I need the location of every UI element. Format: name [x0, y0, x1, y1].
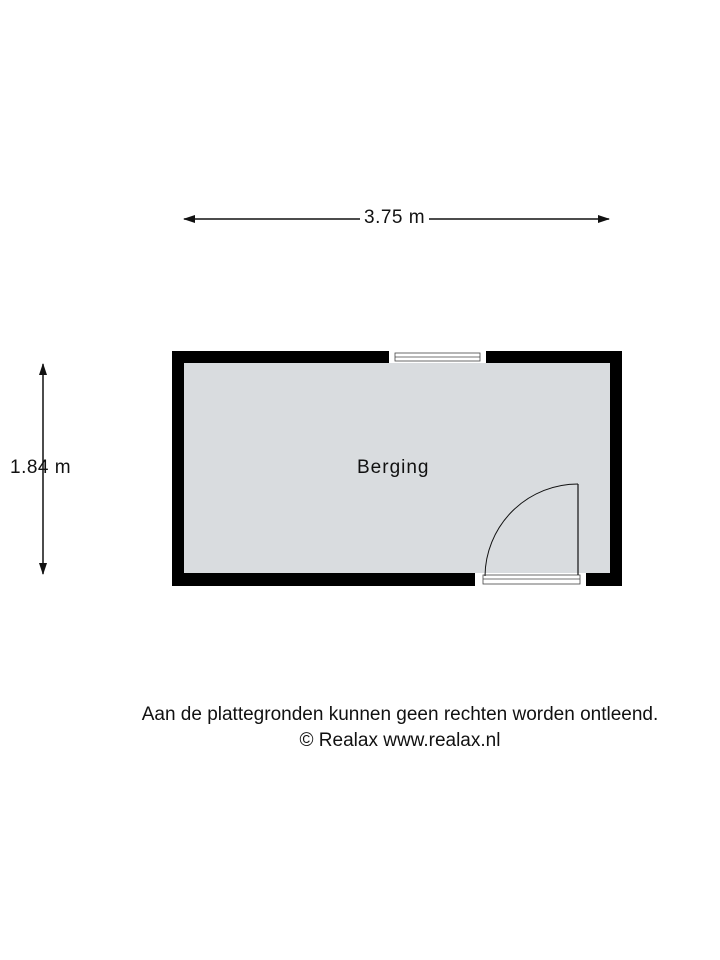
copyright-text: © Realax www.realax.nl [299, 730, 501, 751]
window [389, 351, 486, 363]
height-dimension-label: 1.84 m [10, 457, 72, 478]
room-label: Berging [357, 457, 430, 478]
width-dimension-label: 3.75 m [360, 207, 429, 229]
disclaimer-text: Aan de plattegronden kunnen geen rechten worden ontleend. [141, 704, 659, 725]
